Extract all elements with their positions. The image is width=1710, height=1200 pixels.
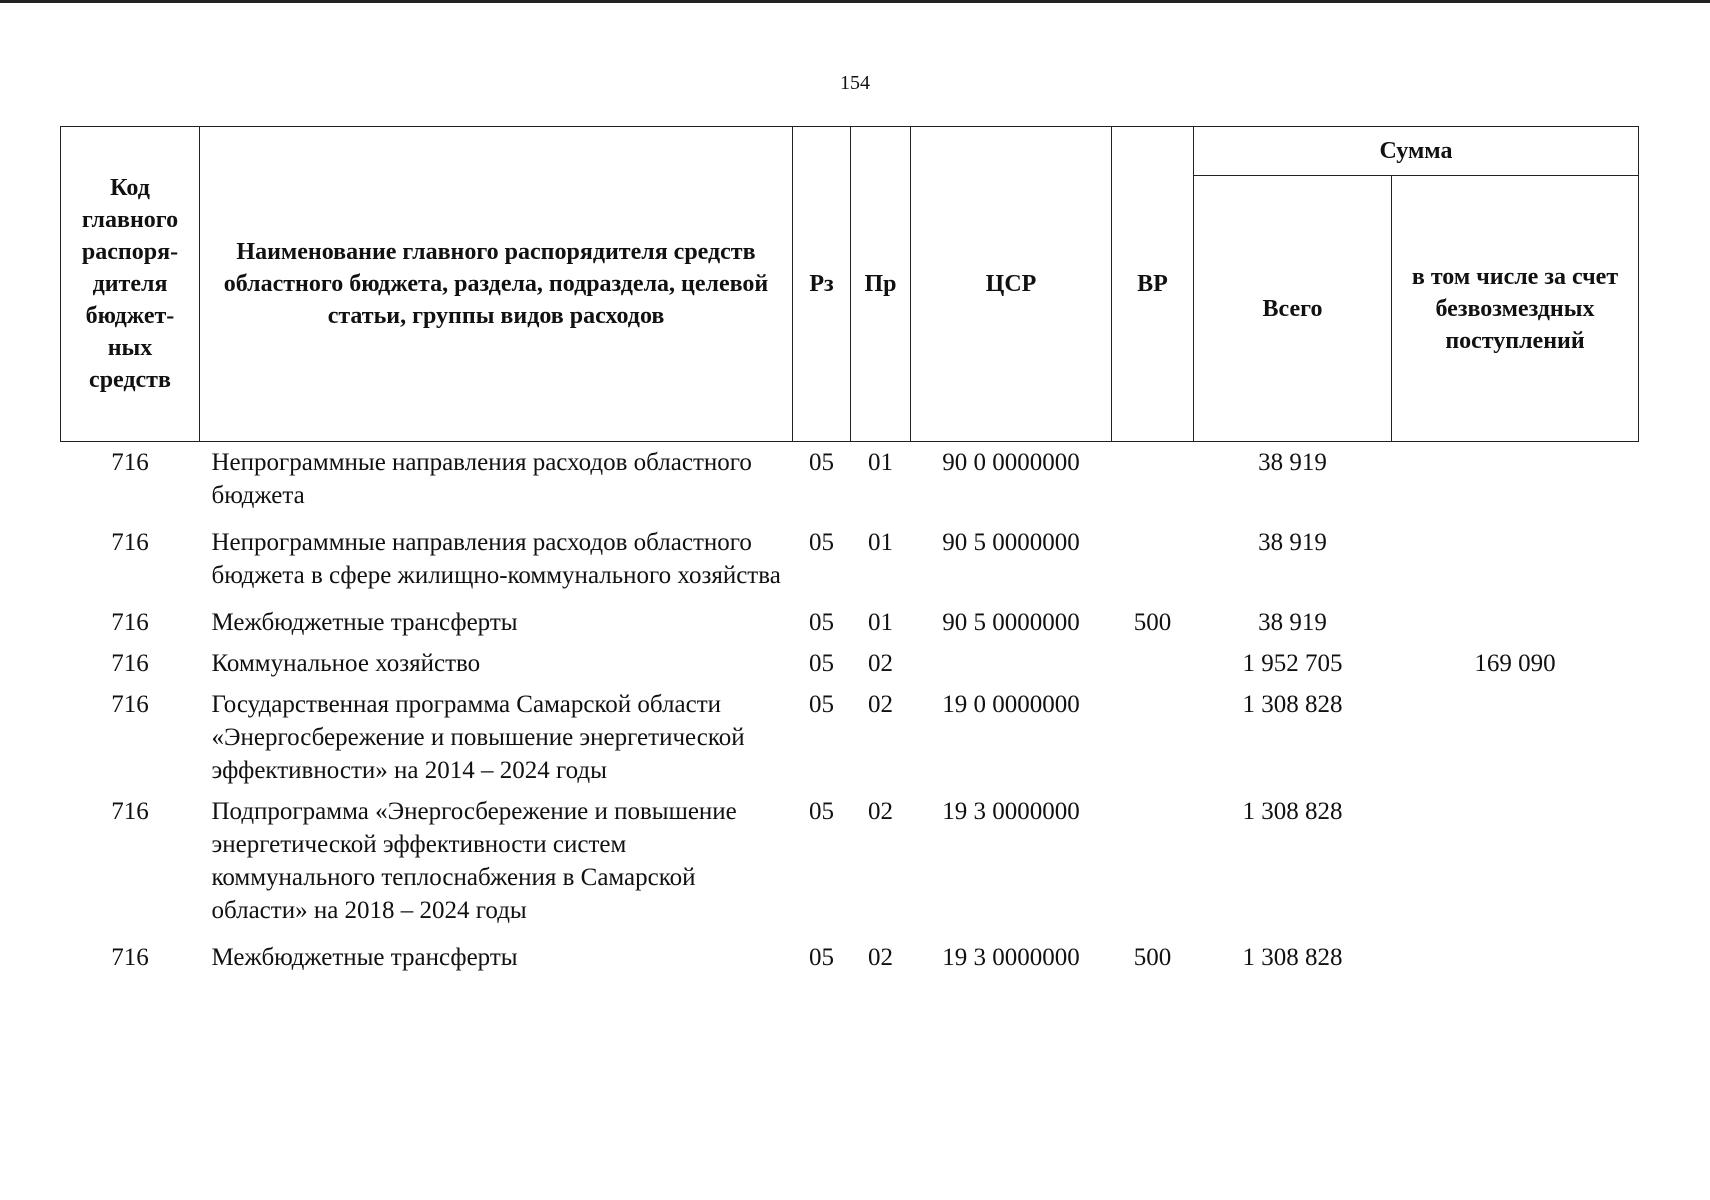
page-number: 154	[840, 72, 870, 94]
cell-total: 1 952 705	[1242, 650, 1343, 677]
cell-free	[1392, 927, 1639, 974]
cell-pr: 02	[868, 691, 893, 718]
cell-total: 1 308 828	[1242, 798, 1343, 825]
cell-total: 38 919	[1258, 609, 1327, 636]
budget-table	[60, 126, 1639, 974]
cell-pr: 01	[868, 529, 893, 556]
cell-name: Непрограммные направления расходов областного бюджета	[211, 449, 752, 509]
cell-rz: 05	[809, 609, 834, 636]
cell-vr	[1112, 512, 1194, 592]
cell-csr: 19 3 0000000	[942, 798, 1080, 825]
cell-free	[1392, 680, 1639, 787]
cell-total: 38 919	[1258, 529, 1327, 556]
table-row	[61, 592, 1639, 639]
table-row	[61, 639, 1639, 680]
cell-csr: 19 0 0000000	[942, 691, 1080, 718]
cell-pr: 02	[868, 650, 893, 677]
cell-total: 1 308 828	[1242, 944, 1343, 971]
cell-vr: 500	[1133, 944, 1172, 971]
header-rz: Рз	[793, 127, 851, 442]
table-header	[61, 127, 1639, 442]
header-free: в том числе за счет безвозмездных поступлений	[1392, 176, 1639, 442]
cell-rz: 05	[809, 650, 834, 677]
cell-pr: 02	[868, 944, 893, 971]
table-row	[61, 442, 1639, 513]
cell-vr	[1112, 442, 1194, 513]
cell-rz: 05	[809, 691, 834, 718]
cell-name: Межбюджетные трансферты	[211, 609, 518, 636]
cell-csr: 19 3 0000000	[942, 944, 1080, 971]
scan-top-edge	[0, 0, 1710, 3]
cell-csr: 90 5 0000000	[942, 609, 1080, 636]
cell-code: 716	[111, 529, 149, 556]
header-sum: Сумма	[1194, 127, 1639, 176]
header-total: Всего	[1194, 176, 1392, 442]
cell-vr: 500	[1133, 609, 1172, 636]
cell-pr: 02	[868, 798, 893, 825]
cell-name: Межбюджетные трансферты	[211, 944, 518, 971]
cell-name: Непрограммные направления расходов областного бюджета в сфере жилищно-коммунального хозяйства	[211, 529, 781, 589]
cell-csr	[911, 639, 1112, 680]
table-row	[61, 680, 1639, 787]
header-pr: Пр	[851, 127, 911, 442]
cell-code: 716	[111, 609, 149, 636]
cell-free	[1392, 787, 1639, 927]
cell-rz: 05	[809, 944, 834, 971]
header-code: Код главного распоря-дителя бюджет-ных средств	[61, 127, 200, 442]
cell-vr	[1112, 680, 1194, 787]
table-body	[61, 442, 1639, 975]
cell-vr	[1112, 787, 1194, 927]
cell-name: Коммунальное хозяйство	[211, 650, 481, 677]
cell-code: 716	[111, 691, 149, 718]
cell-pr: 01	[868, 609, 893, 636]
cell-code: 716	[111, 650, 149, 677]
table-row	[61, 927, 1639, 974]
cell-free	[1392, 442, 1639, 513]
cell-csr: 90 0 0000000	[942, 449, 1080, 476]
cell-free	[1392, 512, 1639, 592]
cell-total: 38 919	[1258, 449, 1327, 476]
cell-rz: 05	[809, 449, 834, 476]
cell-name: Подпрограмма «Энергосбережение и повышение энергетической эффективности систем коммунального теплоснабжения в Самарской области» на 2018 – 2024 годы	[211, 798, 737, 924]
header-csr: ЦСР	[911, 127, 1112, 442]
cell-name: Государственная программа Самарской области «Энергосбережение и повышение энергетической эффективности» на 2014 – 2024 годы	[211, 691, 745, 784]
cell-pr: 01	[868, 449, 893, 476]
cell-csr: 90 5 0000000	[942, 529, 1080, 556]
cell-code: 716	[111, 798, 149, 825]
cell-free	[1392, 592, 1639, 639]
cell-total: 1 308 828	[1242, 691, 1343, 718]
cell-rz: 05	[809, 798, 834, 825]
header-vr: ВР	[1112, 127, 1194, 442]
cell-free: 169 090	[1474, 650, 1556, 677]
header-name: Наименование главного распорядителя средств областного бюджета, раздела, подраздела, целевой статьи, группы видов расходов	[200, 127, 793, 442]
cell-rz: 05	[809, 529, 834, 556]
cell-code: 716	[111, 449, 149, 476]
table-row	[61, 512, 1639, 592]
budget-table-container	[60, 126, 1638, 974]
cell-code: 716	[111, 944, 149, 971]
cell-vr	[1112, 639, 1194, 680]
table-row	[61, 787, 1639, 927]
